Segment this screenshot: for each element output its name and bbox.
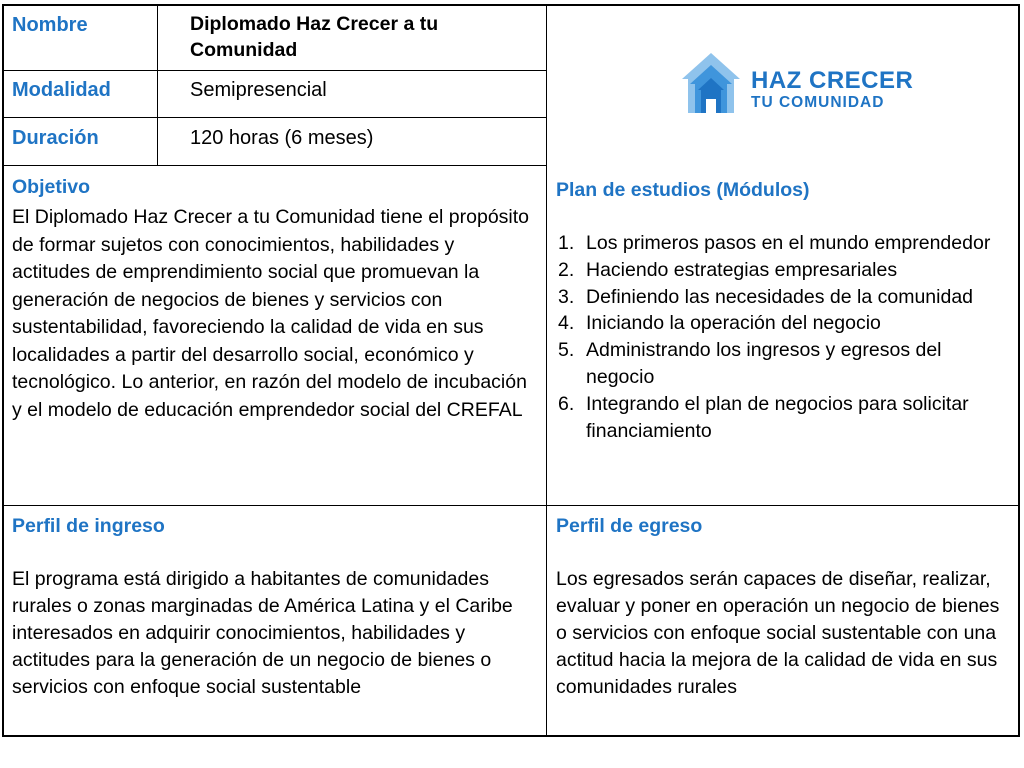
- modules-list: [556, 230, 1011, 444]
- egreso-text: Los egresados serán capaces de diseñar, realizar, evaluar y poner en operación un negocio de bienes o servicios con enfoque social sustentable con una actitud hacia la mejora de la calidad de vida en sus comunidades rurales: [556, 568, 1000, 698]
- ingreso-label: Perfil de ingreso: [12, 515, 165, 537]
- haz-crecer-logo: [678, 48, 914, 118]
- list-item: 1. Los primeros pasos en el mundo emprendedor: [558, 232, 991, 254]
- table-border-bottom: [2, 735, 1020, 737]
- house-icon: [678, 51, 744, 115]
- list-item: 5. Administrando los ingresos y egresos del negocio: [558, 339, 942, 388]
- list-item: 2. Haciendo estrategias empresariales: [558, 258, 898, 281]
- list-item: 6. Integrando el plan de negocios para solicitar financiamiento: [558, 392, 969, 442]
- nombre-value: Diplomado Haz Crecer a tu Comunidad: [190, 13, 439, 61]
- modalidad-value: Semipresencial: [190, 79, 327, 101]
- modalidad-label: Modalidad: [12, 79, 111, 101]
- egreso-label: Perfil de egreso: [556, 515, 703, 537]
- ingreso-text: El programa está dirigido a habitantes de comunidades rurales o zonas marginadas de América Latina y el Caribe interesados en adquirir conocimientos, habilidades y actitudes para la generación de un negocio de bienes o servicios con enfoque social sustentable: [12, 568, 513, 698]
- table-border-top: [2, 4, 1020, 6]
- duracion-label: Duración: [12, 127, 99, 149]
- objetivo-text: El Diplomado Haz Crecer a tu Comunidad tiene el propósito de formar sujetos con conocimientos, habilidades y actitudes de emprendimiento social que promuevan la generación de negocios de bienes y servicios con sustentabilidad, favoreciendo la calidad de vida en sus localidades a partir del desarrollo social, económico y tecnológico. Lo anterior, en razón del modelo de incubación y el modelo de educación emprendedor social del CREFAL: [12, 206, 530, 421]
- table-border-right: [1018, 4, 1020, 737]
- column-divider-main: [546, 4, 547, 737]
- list-item: 4. Iniciando la operación del negocio: [558, 312, 881, 335]
- plan-label: Plan de estudios (Módulos): [556, 179, 810, 201]
- duracion-value: 120 horas (6 meses): [190, 127, 374, 149]
- logo-title: HAZ CRECER: [751, 67, 914, 94]
- objetivo-label: Objetivo: [12, 176, 91, 198]
- row-divider-1: [2, 70, 546, 71]
- table-border-left: [2, 4, 4, 737]
- nombre-label: Nombre: [12, 14, 88, 36]
- list-item: 3. Definiendo las necesidades de la comunidad: [558, 285, 974, 308]
- row-divider-4: [2, 505, 1020, 506]
- logo-subtitle: TU COMUNIDAD: [751, 94, 885, 111]
- row-divider-3: [2, 165, 546, 166]
- column-divider-label: [157, 4, 158, 166]
- row-divider-2: [2, 117, 546, 118]
